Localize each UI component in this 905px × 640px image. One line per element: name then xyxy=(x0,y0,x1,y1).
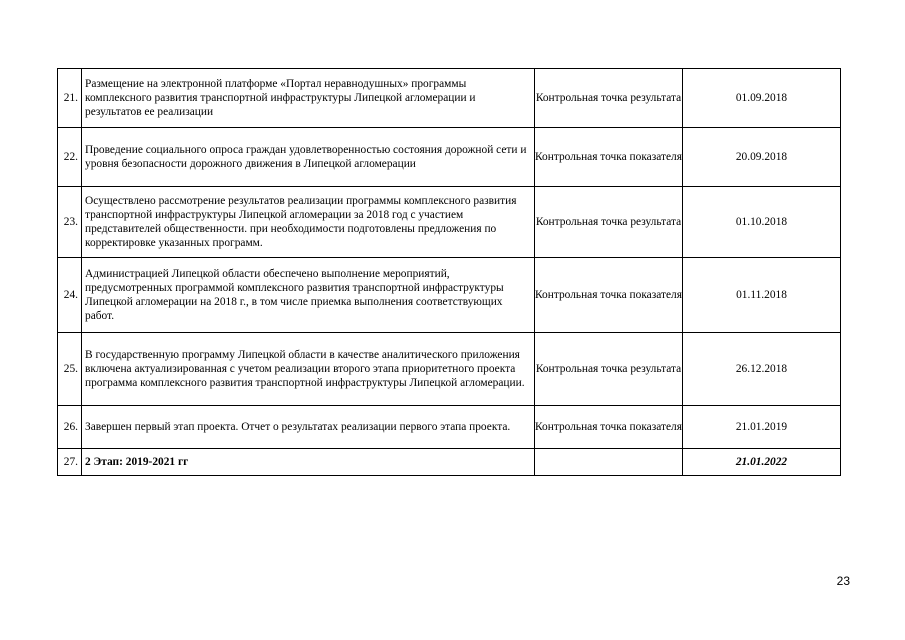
row-number: 21. xyxy=(58,69,82,128)
checkpoint-type: Контрольная точка показателя xyxy=(535,258,683,333)
checkpoint-date: 01.09.2018 xyxy=(683,69,841,128)
table-row xyxy=(58,406,841,449)
milestone-description: В государственную программу Липецкой области в качестве аналитического приложения включена актуализированная с учетом реализации второго этапа приоритетного проекта программа комплексного развития транспортной инфраструктуры Липецкой агломерации. xyxy=(82,333,535,406)
table-row xyxy=(58,128,841,187)
row-number: 26. xyxy=(58,406,82,449)
row-number: 25. xyxy=(58,333,82,406)
table-row xyxy=(58,187,841,258)
milestones-table xyxy=(57,68,841,476)
checkpoint-date: 21.01.2019 xyxy=(683,406,841,449)
checkpoint-date: 01.10.2018 xyxy=(683,187,841,258)
milestone-description: Проведение социального опроса граждан удовлетворенностью состояния дорожной сети и уровня безопасности дорожного движения в Липецкой агломерации xyxy=(82,128,535,187)
table-row xyxy=(58,258,841,333)
page-number: 23 xyxy=(836,574,850,588)
stage-end-date: 21.01.2022 xyxy=(683,449,841,476)
checkpoint-type xyxy=(535,449,683,476)
table-row-stage xyxy=(58,449,841,476)
milestone-description: Завершен первый этап проекта. Отчет о результатах реализации первого этапа проекта. xyxy=(82,406,535,449)
milestone-description: Осуществлено рассмотрение результатов реализации программы комплексного развития транспортной инфраструктуры Липецкой агломерации за 2018 год с участием представителей общественности. при необходимости подготовлены предложения по корректировке указанных программ. xyxy=(82,187,535,258)
checkpoint-type: Контрольная точка результата xyxy=(535,69,683,128)
row-number: 24. xyxy=(58,258,82,333)
checkpoint-type: Контрольная точка результата xyxy=(535,333,683,406)
checkpoint-type: Контрольная точка результата xyxy=(535,187,683,258)
row-number: 27. xyxy=(58,449,82,476)
checkpoint-date: 01.11.2018 xyxy=(683,258,841,333)
checkpoint-date: 26.12.2018 xyxy=(683,333,841,406)
checkpoint-type: Контрольная точка показателя xyxy=(535,406,683,449)
checkpoint-type: Контрольная точка показателя xyxy=(535,128,683,187)
row-number: 22. xyxy=(58,128,82,187)
checkpoint-date: 20.09.2018 xyxy=(683,128,841,187)
milestone-description: Размещение на электронной платформе «Портал неравнодушных» программы комплексного развития транспортной инфраструктуры Липецкой агломерации и результатов ее реализации xyxy=(82,69,535,128)
row-number: 23. xyxy=(58,187,82,258)
table-row xyxy=(58,69,841,128)
stage-title: 2 Этап: 2019-2021 гг xyxy=(82,449,535,476)
table-row xyxy=(58,333,841,406)
milestone-description: Администрацией Липецкой области обеспечено выполнение мероприятий, предусмотренных программой комплексного развития транспортной инфраструктуры Липецкой агломерации на 2018 г., в том числе приемка выполнения соответствующих работ. xyxy=(82,258,535,333)
